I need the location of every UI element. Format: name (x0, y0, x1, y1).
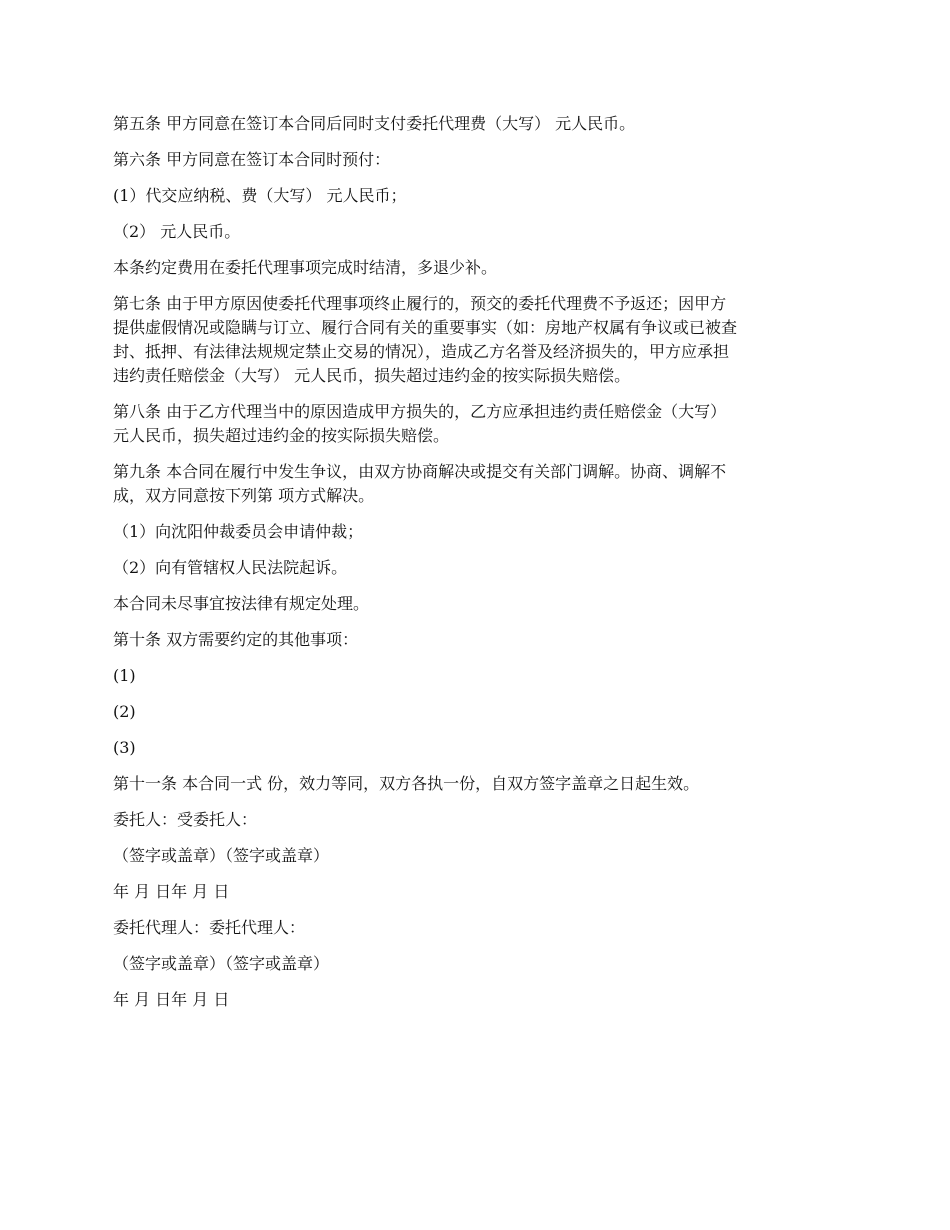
unresolved-matters: 本合同未尽事宜按法律有规定处理。 (113, 594, 370, 613)
contract-body (113, 112, 843, 1024)
article-10-item-3: (3) (113, 738, 136, 757)
article-6: 第六条 甲方同意在签订本合同时预付： (113, 150, 391, 169)
article-9-item-2: （2）向有管辖权人民法院起诉。 (113, 558, 348, 577)
article-10-item-2: (2) (113, 702, 136, 721)
agent-signature-label: 委托代理人：委托代理人： (113, 918, 306, 937)
article-7: 第七条 由于甲方原因使委托代理事项终止履行的，预交的委托代理费不予返还；因甲方 提供虚假情况或隐瞒与订立、履行合同有关的重要事实（如：房地产权属有争议或已被查 封、抵押、有法律法规规定禁止交易的情况），造成乙方名誉及经济损失的，甲方应承担 违约责任赔偿金（大写） 元人民币，损失超过违约金的按实际损失赔偿。 (113, 294, 738, 385)
article-6-item-2: （2） 元人民币。 (113, 222, 241, 241)
article-5: 第五条 甲方同意在签订本合同后同时支付委托代理费（大写） 元人民币。 (113, 114, 636, 133)
agent-signature-line: （签字或盖章）（签字或盖章） (113, 954, 330, 973)
principal-signature-line: （签字或盖章）（签字或盖章） (113, 846, 330, 865)
principal-signature-label: 委托人：受委托人： (113, 810, 258, 829)
article-6-settlement: 本条约定费用在委托代理事项完成时结清，多退少补。 (113, 258, 498, 277)
article-10: 第十条 双方需要约定的其他事项： (113, 630, 359, 649)
article-9-item-1: （1）向沈阳仲裁委员会申请仲裁； (113, 522, 364, 541)
principal-date-line: 年 月 日年 月 日 (113, 882, 230, 901)
article-8: 第八条 由于乙方代理当中的原因造成甲方损失的，乙方应承担违约责任赔偿金（大写） 元人民币，损失超过违约金的按实际损失赔偿。 (113, 402, 727, 445)
article-9: 第九条 本合同在履行中发生争议，由双方协商解决或提交有关部门调解。协商、调解不 成，双方同意按下列第 项方式解决。 (113, 462, 727, 505)
article-6-item-1: (1）代交应纳税、费（大写） 元人民币； (113, 186, 407, 205)
article-11: 第十一条 本合同一式 份，效力等同，双方各执一份，自双方签字盖章之日起生效。 (113, 774, 700, 793)
article-10-item-1: (1) (113, 666, 136, 685)
agent-date-line: 年 月 日年 月 日 (113, 990, 230, 1009)
